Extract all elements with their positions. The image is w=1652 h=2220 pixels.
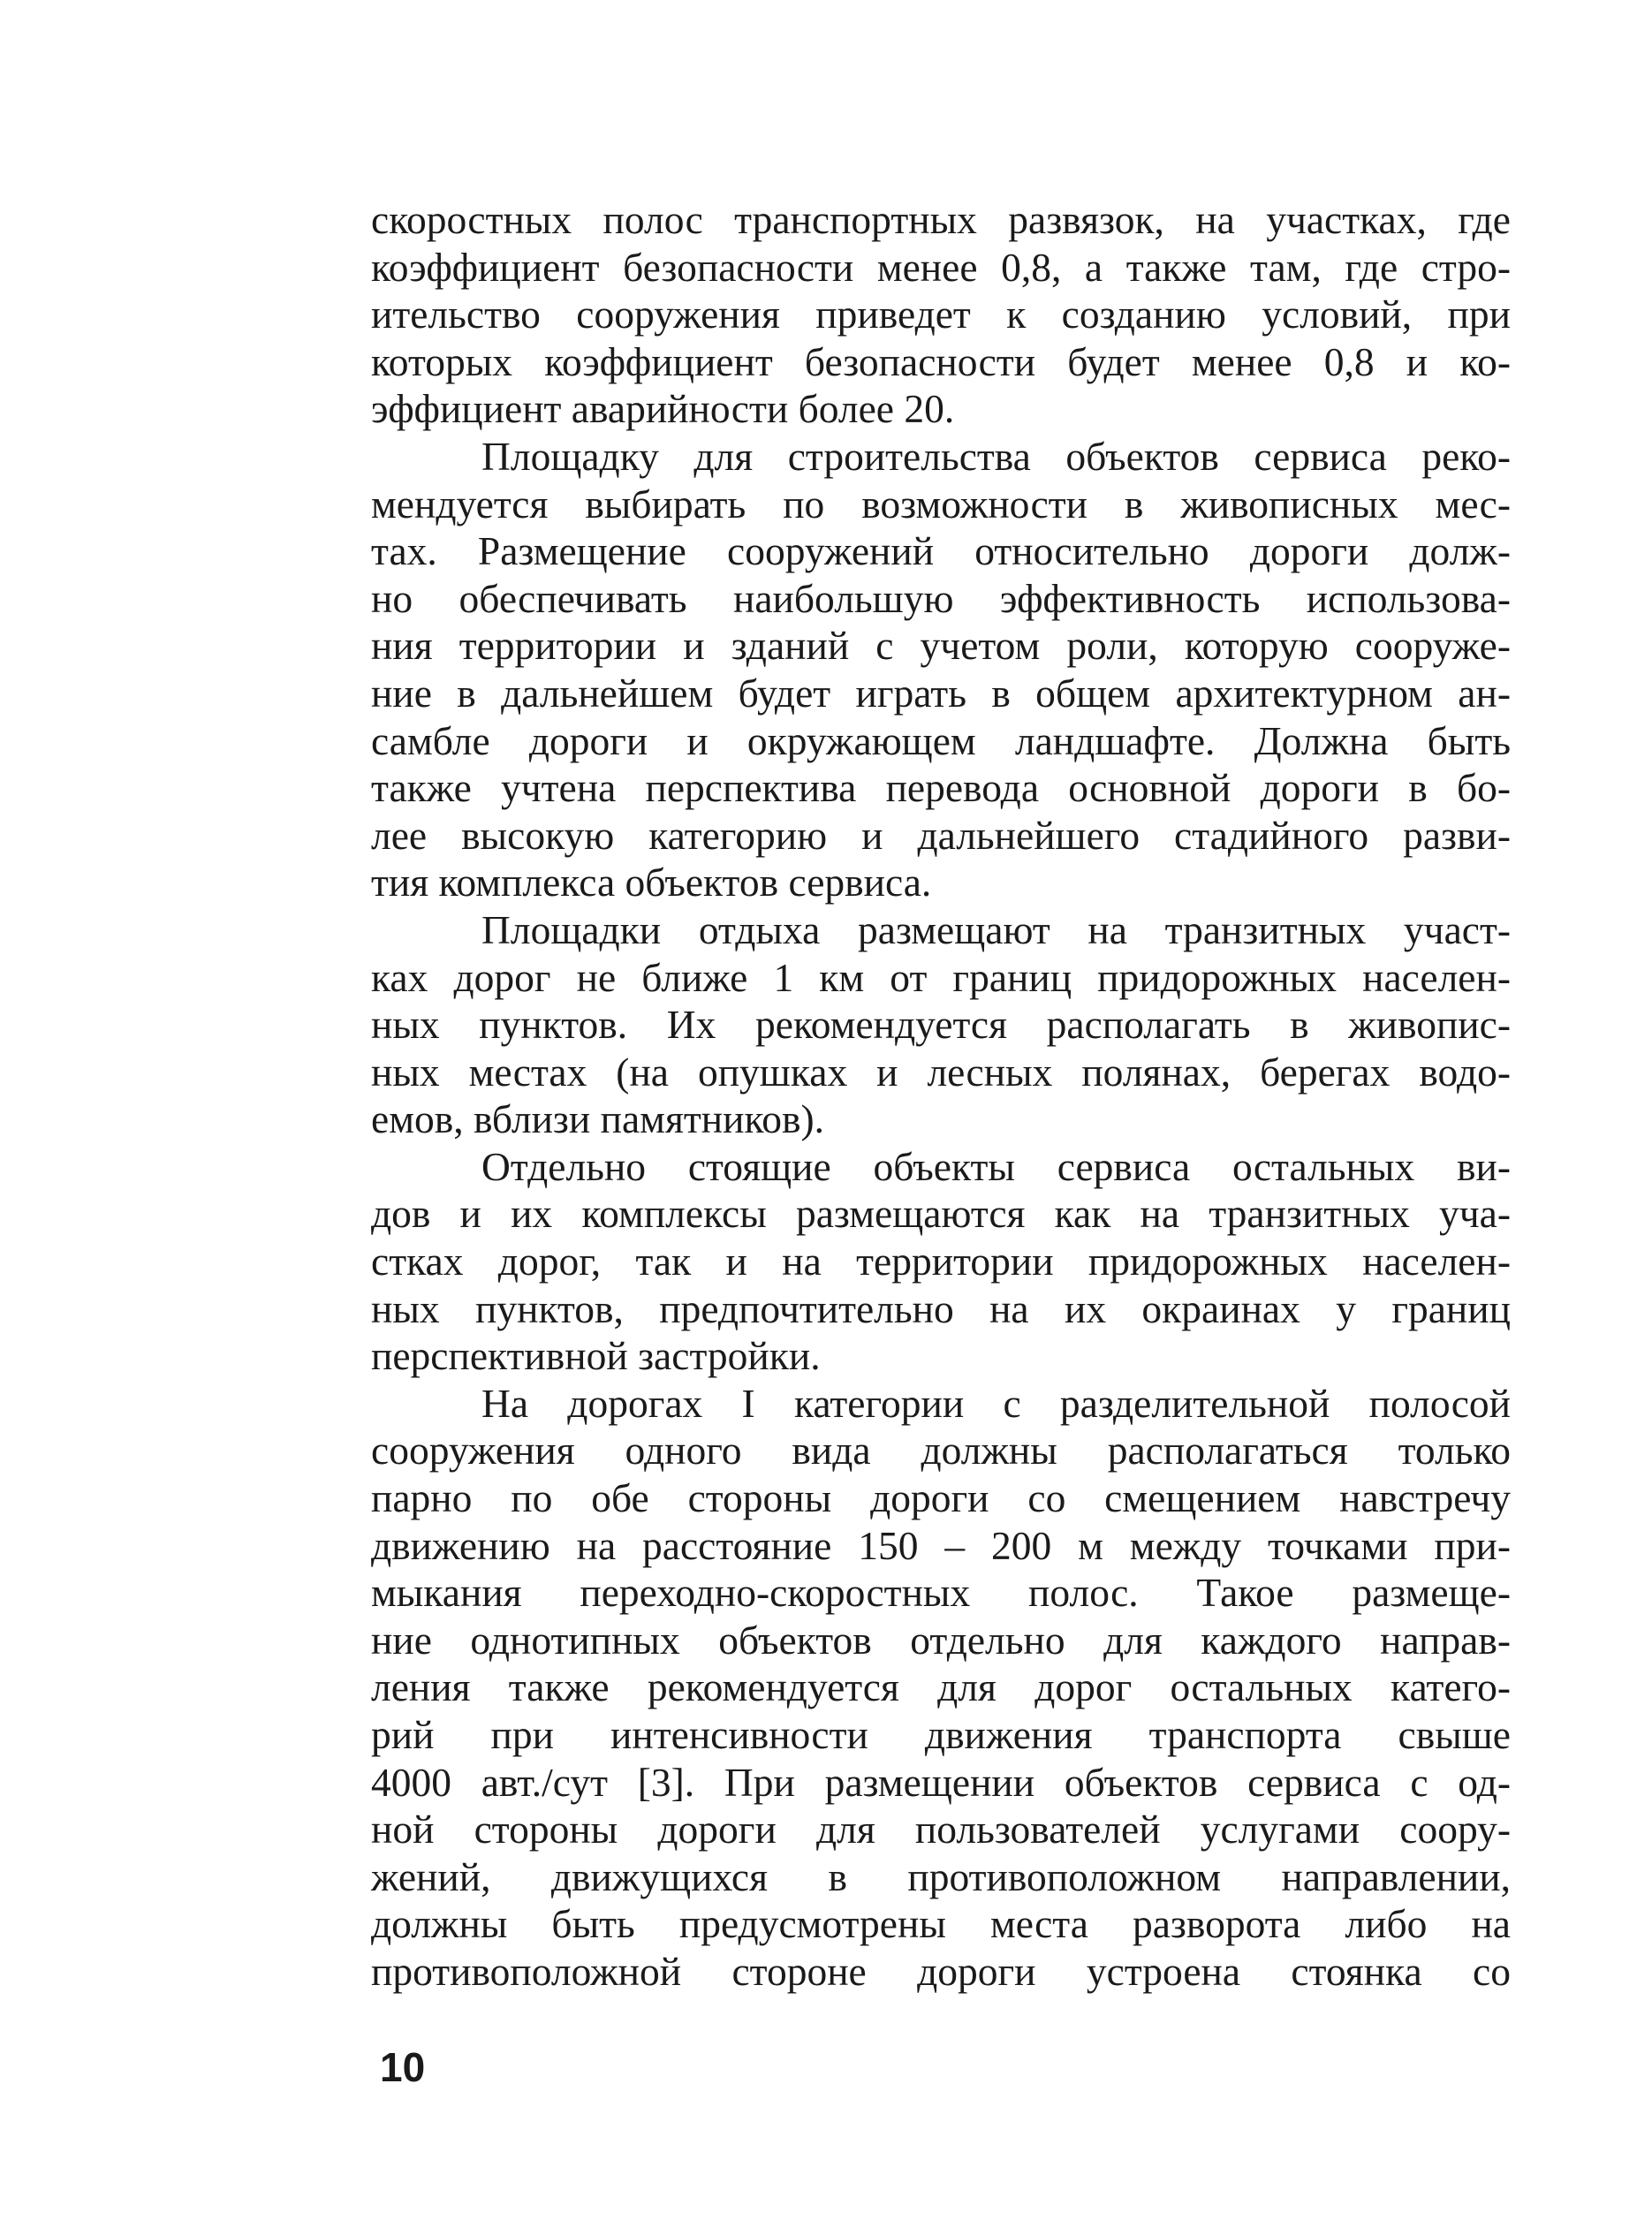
text-line: коэффициент безопасности менее 0,8, а также там, где стро- — [371, 244, 1511, 290]
text-line: ной стороны дороги для пользователей услугами соору- — [371, 1807, 1511, 1853]
text-line: перспективной застройки. — [371, 1333, 821, 1379]
paragraph — [371, 433, 1511, 906]
text-line: рий при интенсивности движения транспорта свыше — [371, 1712, 1511, 1757]
page-number: 10 — [380, 2044, 426, 2090]
text-line: противоположной стороне дороги устроена стоянка со — [371, 1948, 1511, 1994]
text-line: должны быть предусмотрены места разворота либо на — [371, 1901, 1511, 1947]
text-line: тия комплекса объектов сервиса. — [371, 860, 932, 905]
text-line: дов и их комплексы размещаются как на транзитных уча- — [371, 1191, 1511, 1237]
text-line: Площадку для строительства объектов сервиса реко- — [481, 433, 1511, 479]
paragraph — [371, 1380, 1511, 1996]
text-line: скоростных полос транспортных развязок, на участках, где — [371, 197, 1511, 242]
text-line: самбле дороги и окружающем ландшафте. Должна быть — [371, 717, 1511, 763]
text-line: ных пунктов. Их рекомендуется располагать в живопис- — [371, 1002, 1511, 1048]
text-line: жений, движущихся в противоположном направлении, — [371, 1853, 1511, 1899]
body-text — [371, 196, 1511, 1996]
text-line: мендуется выбирать по возможности в живописных мес- — [371, 481, 1511, 527]
paragraph — [371, 906, 1511, 1143]
paragraph — [371, 1143, 1511, 1380]
text-line: лее высокую категорию и дальнейшего стадийного разви- — [371, 812, 1511, 858]
text-line: сооружения одного вида должны располагаться только — [371, 1428, 1511, 1474]
text-line: ных пунктов, предпочтительно на их окраинах у границ — [371, 1285, 1511, 1331]
text-line: 4000 авт./сут [3]. При размещении объектов сервиса с од- — [371, 1759, 1511, 1805]
text-line: ных местах (на опушках и лесных полянах, берегах водо- — [371, 1049, 1511, 1095]
text-line: емов, вблизи памятников). — [371, 1096, 825, 1142]
text-line: тах. Размещение сооружений относительно дороги долж- — [371, 528, 1511, 574]
text-line: ках дорог не ближе 1 км от границ придорожных населен- — [371, 954, 1511, 1000]
text-line: движению на расстояние 150 – 200 м между точками при- — [371, 1522, 1511, 1568]
text-line: стках дорог, так и на территории придорожных населен- — [371, 1239, 1511, 1284]
text-line: мыкания переходно-скоростных полос. Такое размеще- — [371, 1570, 1511, 1616]
text-line: также учтена перспектива перевода основной дороги в бо- — [371, 765, 1511, 811]
text-line: которых коэффициент безопасности будет менее 0,8 и ко- — [371, 338, 1511, 384]
text-line: ние в дальнейшем будет играть в общем архитектурном ан- — [371, 670, 1511, 716]
text-line: но обеспечивать наибольшую эффективность использова- — [371, 575, 1511, 621]
text-line: ительство сооружения приведет к созданию условий, при — [371, 292, 1511, 337]
text-line: ние однотипных объектов отдельно для каждого направ- — [371, 1617, 1511, 1663]
text-line: парно по обе стороны дороги со смещением навстречу — [371, 1475, 1511, 1521]
text-line: ния территории и зданий с учетом роли, которую сооруже- — [371, 623, 1511, 669]
text-line: На дорогах I категории с разделительной полосой — [481, 1380, 1511, 1426]
text-line: эффициент аварийности более 20. — [371, 386, 955, 432]
paragraph — [371, 196, 1511, 433]
text-line: Отдельно стоящие объекты сервиса остальных ви- — [481, 1143, 1511, 1189]
text-line: Площадки отдыха размещают на транзитных участ- — [481, 906, 1511, 952]
text-line: ления также рекомендуется для дорог остальных катего- — [371, 1664, 1511, 1710]
